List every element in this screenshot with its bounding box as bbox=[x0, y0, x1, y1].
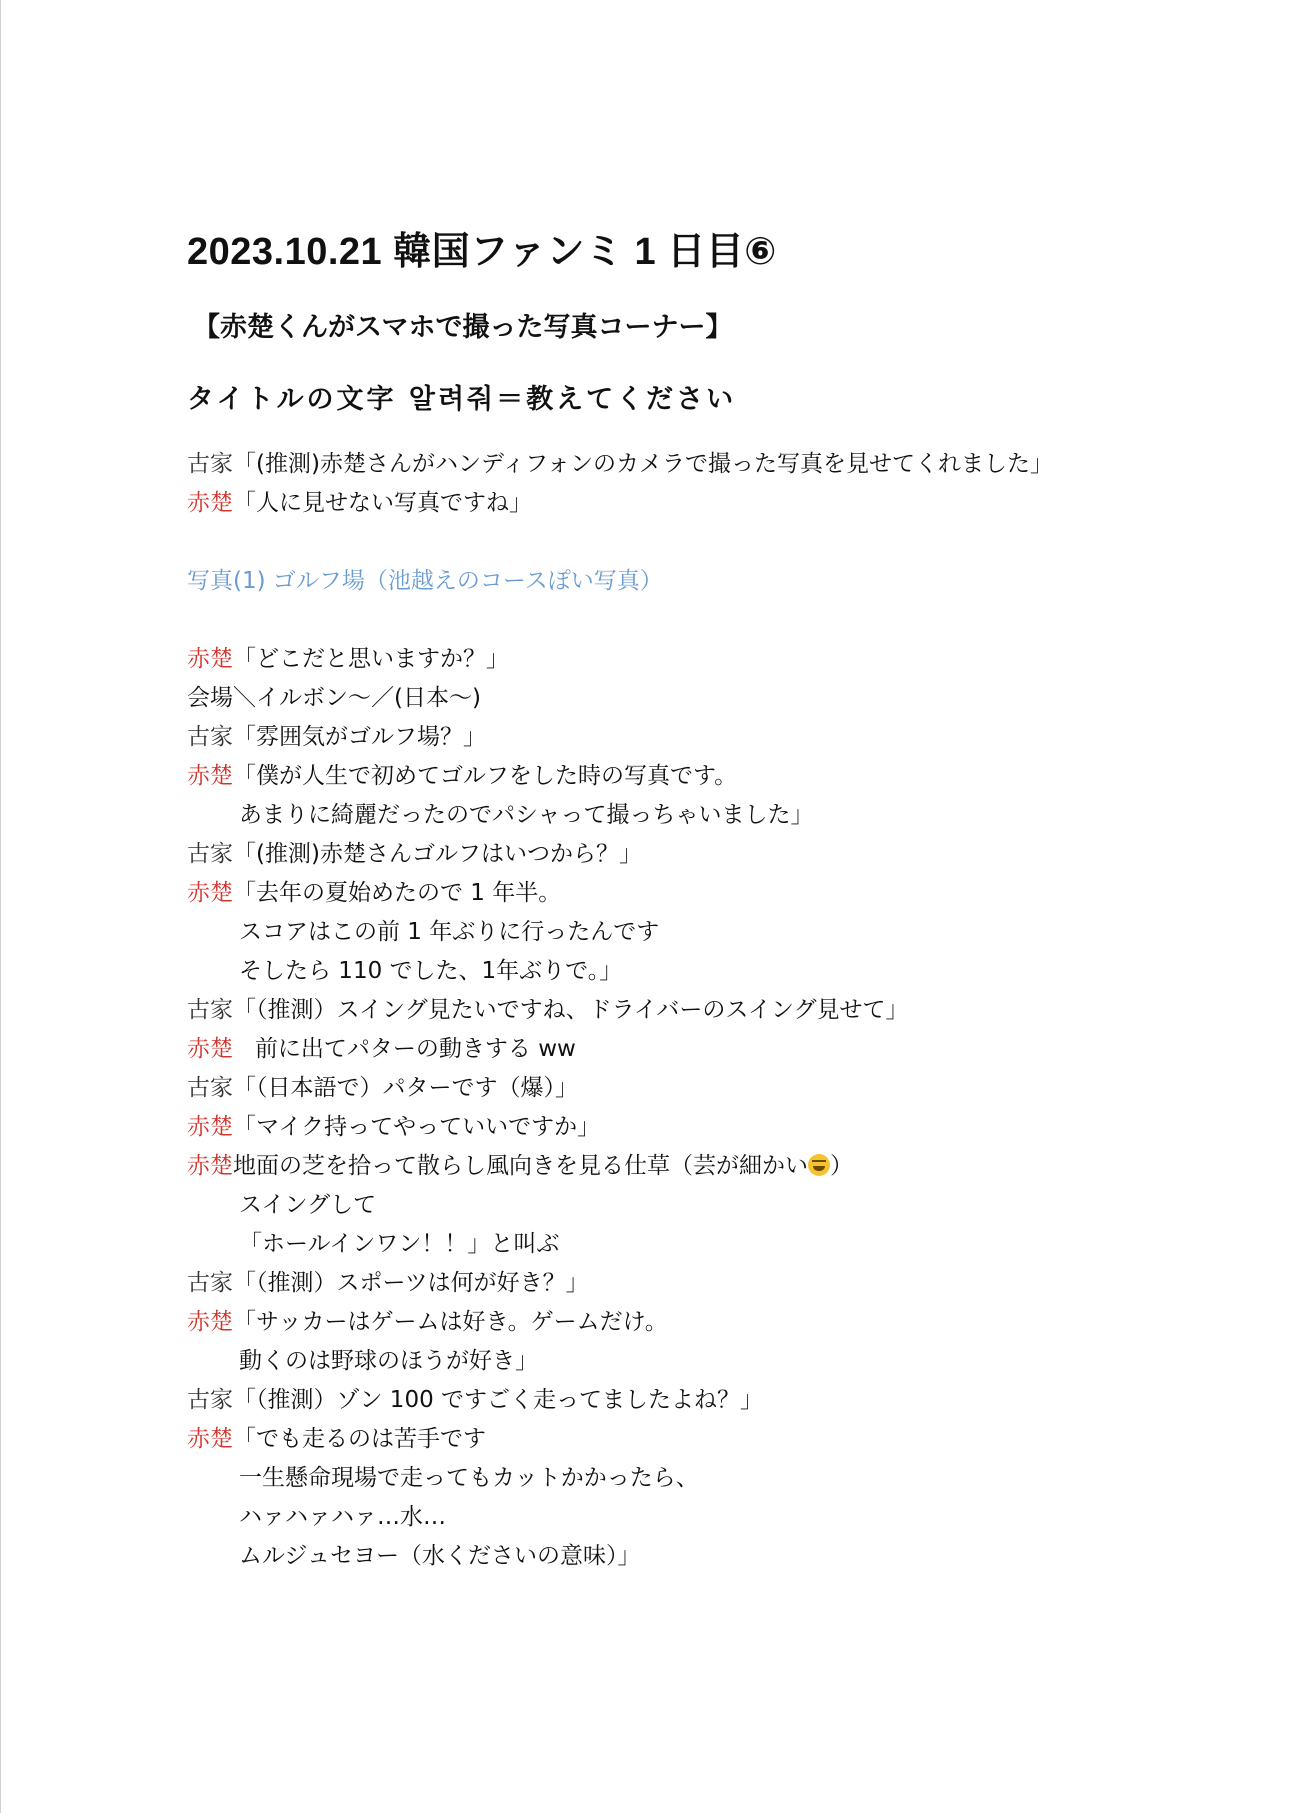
line-text: 「（推測）スイング見たいですね、ドライバーのスイング見せて」 bbox=[233, 997, 909, 1023]
transcript bbox=[187, 445, 1290, 1576]
line-text-after: ） bbox=[830, 1153, 853, 1179]
line-text: 動くのは野球のほうが好き」 bbox=[239, 1348, 538, 1374]
grinning-squint-face-icon bbox=[808, 1154, 830, 1176]
line-text: 「どこだと思いますか？」 bbox=[233, 646, 509, 672]
line-text: ムルジュセヨー（水くださいの意味）」 bbox=[239, 1543, 641, 1569]
line-text: 「(推測)赤楚さんゴルフはいつから？」 bbox=[233, 841, 642, 867]
speaker-name: 赤楚 bbox=[187, 646, 233, 672]
page-title: 2023.10.21 韓国ファンミ 1 日目⑥ bbox=[187, 231, 777, 273]
transcript-line bbox=[187, 1186, 1290, 1225]
line-text: 地面の芝を拾って散らし風向きを見る仕草（芸が細かい bbox=[233, 1153, 808, 1179]
speaker-name: 赤楚 bbox=[187, 1036, 233, 1062]
transcript-line bbox=[187, 1030, 1290, 1069]
transcript-line bbox=[187, 913, 1290, 952]
transcript-line bbox=[187, 445, 1290, 484]
speaker-name: 赤楚 bbox=[187, 1309, 233, 1335]
line-text: 「マイク持ってやっていいですか」 bbox=[233, 1114, 601, 1140]
speaker-name: 赤楚 bbox=[187, 490, 233, 516]
line-text: そしたら 110 でした、1年ぶりで。」 bbox=[239, 958, 623, 984]
photo-heading bbox=[187, 562, 1290, 601]
line-text: 「でも走るのは苦手です bbox=[233, 1426, 486, 1452]
speaker-name: 赤楚 bbox=[187, 1153, 233, 1179]
line-text: スコアはこの前 1 年ぶりに行ったんです bbox=[239, 919, 660, 945]
speaker-name: 古家 bbox=[187, 451, 233, 477]
line-text: 「（推測）スポーツは何が好き？」 bbox=[233, 1270, 589, 1296]
line-text: 「（推測）ゾン 100 ですごく走ってましたよね？」 bbox=[233, 1387, 764, 1413]
transcript-line bbox=[187, 1303, 1290, 1342]
line-text: 「僕が人生で初めてゴルフをした時の写真です。 bbox=[233, 763, 738, 789]
photo-heading-text: 写真(1) ゴルフ場（池越えのコースぽい写真） bbox=[187, 568, 663, 594]
transcript-line bbox=[187, 1537, 1290, 1576]
speaker-name: 古家 bbox=[187, 1387, 233, 1413]
speaker-name: 古家 bbox=[187, 841, 233, 867]
transcript-line bbox=[187, 835, 1290, 874]
transcript-line bbox=[187, 1108, 1290, 1147]
blank-line bbox=[187, 523, 1290, 562]
line-text: あまりに綺麗だったのでパシャって撮っちゃいました」 bbox=[239, 802, 814, 828]
line-text: 会場＼イルボン～／(日本～) bbox=[187, 685, 481, 711]
transcript-line bbox=[187, 1342, 1290, 1381]
corner-title: 【赤楚くんがスマホで撮った写真コーナー】 bbox=[193, 312, 733, 343]
speaker-name: 古家 bbox=[187, 724, 233, 750]
speaker-name: 赤楚 bbox=[187, 1114, 233, 1140]
transcript-line bbox=[187, 796, 1290, 835]
line-text: 「去年の夏始めたので 1 年半。 bbox=[233, 880, 562, 906]
section-subtitle: タイトルの文字 알려줘＝教えてください bbox=[187, 384, 737, 415]
line-text: ハァハァハァ…水… bbox=[239, 1504, 446, 1530]
transcript-line bbox=[187, 1498, 1290, 1537]
line-text: スイングして bbox=[239, 1192, 377, 1218]
transcript-line bbox=[187, 757, 1290, 796]
line-text: 「（日本語で）パターです（爆）」 bbox=[233, 1075, 578, 1101]
transcript-line bbox=[187, 640, 1290, 679]
speaker-name: 古家 bbox=[187, 1075, 233, 1101]
speaker-name: 赤楚 bbox=[187, 1426, 233, 1452]
transcript-line bbox=[187, 874, 1290, 913]
transcript-line bbox=[187, 1264, 1290, 1303]
transcript-line bbox=[187, 1459, 1290, 1498]
transcript-line bbox=[187, 1420, 1290, 1459]
transcript-line bbox=[187, 679, 1290, 718]
speaker-name: 古家 bbox=[187, 1270, 233, 1296]
line-text: 「人に見せない写真ですね」 bbox=[233, 490, 532, 516]
transcript-line bbox=[187, 952, 1290, 991]
transcript-line bbox=[187, 484, 1290, 523]
transcript-line bbox=[187, 1225, 1290, 1264]
transcript-line bbox=[187, 718, 1290, 757]
line-text: 「雰囲気がゴルフ場？」 bbox=[233, 724, 486, 750]
line-text: 「(推測)赤楚さんがハンディフォンのカメラで撮った写真を見せてくれました」 bbox=[233, 451, 1053, 477]
line-text: 「サッカーはゲームは好き。ゲームだけ。 bbox=[233, 1309, 668, 1335]
transcript-line bbox=[187, 1147, 1290, 1186]
transcript-line bbox=[187, 1069, 1290, 1108]
line-text: 一生懸命現場で走ってもカットかかったら、 bbox=[239, 1465, 699, 1491]
transcript-line bbox=[187, 991, 1290, 1030]
speaker-name: 古家 bbox=[187, 997, 233, 1023]
transcript-line bbox=[187, 1381, 1290, 1420]
speaker-name: 赤楚 bbox=[187, 880, 233, 906]
line-text: 前に出てパターの動きする ww bbox=[233, 1036, 576, 1062]
line-text: 「ホールインワン！！」と叫ぶ bbox=[239, 1231, 560, 1257]
blank-line bbox=[187, 601, 1290, 640]
speaker-name: 赤楚 bbox=[187, 763, 233, 789]
